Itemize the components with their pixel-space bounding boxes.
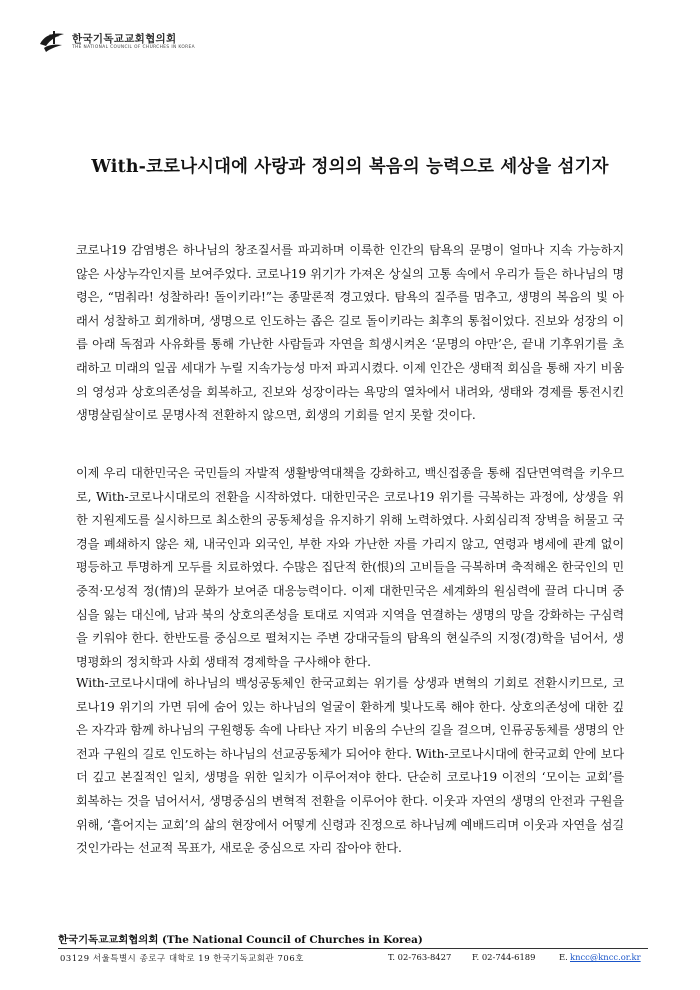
paragraph-3: With-코로나시대에 하나님의 백성공동체인 한국교회는 위기를 상생과 변혁의 기회로 전환시키므로, 코로나19 위기의 가면 뒤에 숨어 있는 하나님의 얼굴이 환하게 빛나도록 해야 한다. 상호의존성에 대한 깊은 자각과 함께 하나님의 구원행동 속에 나타난 자기 비움의 수난의 길을 걸으며, 인류공동체를 생명의 안전과 구원의 길로 인도하는 하나님의 선교공동체가 되어야 한다. With-코로나시대에 한국교회 안에 보다 더 깊고 본질적인 일치, 생명을 위한 일치가 이루어져야 한다. 단순히 코로나19 이전의 ‘모이는 교회’를 회복하는 것을 넘어서서, 생명중심의 변혁적 전환을 이루어야 한다. 이웃과 자연의 생명의 안전과 구원을 위해, ‘흩어지는 교회’의 삶의 현장에서 어떻게 신령과 진정으로 하나님께 예배드리며 이웃과 자연을 섬길 것인가라는 선교적 목표가, 새로운 중심으로 자리 잡아야 한다.	[76, 676, 624, 856]
footer-phone: T. 02-763-8427	[388, 952, 452, 962]
org-name-ko: 한국기독교교회협의회	[72, 33, 177, 45]
paragraph-2: 이제 우리 대한민국은 국민들의 자발적 생활방역대책을 강화하고, 백신접종을 통해 집단면역력을 키우므로, With-코로나시대로의 전환을 시작하였다. 대한민국은 코로나19 위기를 극복하는 과정에, 상생을 위한 지원제도를 실시하므로 최소한의 공동체성을 유지하기 위해 노력하였다. 사회심리적 장벽을 허물고 국경을 폐쇄하지 않은 채, 내국인과 외국인, 부한 자와 가난한 자를 가리지 않고, 연령과 병세에 관계 없이 평등하고 투명하게 모두를 치료하였다. 수많은 집단적 한(恨)의 고비들을 극복하며 축적해온 한국인의 민중적·모성적 정(情)의 문화가 보여준 대응능력이다. 이제 대한민국은 세계화의 원심력에 끌려 다니며 중심을 잃는 대신에, 남과 북의 상호의존성을 토대로 지역과 지역을 연결하는 생명의 망을 강화하는 구심력을 키워야 한다. 한반도를 중심으로 펼쳐지는 주변 강대국들의 탐욕의 현실주의 지정(경)학을 넘어서, 생명평화의 정치학과 사회 생태적 경제학을 구사해야 한다.	[76, 466, 624, 669]
org-name-en: THE NATIONAL COUNCIL OF CHURCHES IN KOREA	[72, 45, 195, 50]
footer-divider	[58, 948, 648, 949]
footer-email-label: E.	[559, 952, 568, 962]
header-logo	[38, 28, 198, 56]
footer-org-name: 한국기독교교회협의회 (The National Council of Churches in Korea)	[58, 934, 423, 946]
footer-fax: F. 02-744-6189	[472, 952, 536, 962]
paragraph-1: 코로나19 감염병은 하나님의 창조질서를 파괴하며 이룩한 인간의 탐욕의 문명이 얼마나 지속 가능하지 않은 사상누각인지를 보여주었다. 코로나19 위기가 가져온 상실의 고통 속에서 우리가 들은 하나님의 명령은, “멈춰라! 성찰하라! 돌이키라!”는 종말론적 경고였다. 탐욕의 질주를 멈추고, 생명의 복음의 빛 아래서 성찰하고 회개하며, 생명으로 인도하는 좁은 길로 돌이키라는 최후의 통첩이었다. 진보와 성장의 이름 아래 독점과 사유화를 통해 가난한 사람들과 자연을 희생시켜온 ‘문명의 야만’은, 끝내 기후위기를 초래하고 미래의 일곱 세대가 누릴 지속가능성 마저 파괴시켰다. 이제 인간은 생태적 회심을 통해 자기 비움의 영성과 상호의존성을 회복하고, 진보와 성장이라는 욕망의 열차에서 내려와, 생태와 경제를 통전시킨 생명살림살이로 문명사적 전환하지 않으면, 회생의 기회를 얻지 못할 것이다.	[76, 243, 624, 423]
document-title: With-코로나시대에 사랑과 정의의 복음의 능력으로 세상을 섬기자	[91, 157, 609, 177]
footer-address: 03129 서울특별시 종로구 대학로 19 한국기독교회관 706호	[60, 953, 304, 963]
footer-email-link[interactable]: kncc@kncc.or.kr	[570, 952, 641, 962]
dove-cross-logo-icon	[38, 28, 66, 54]
